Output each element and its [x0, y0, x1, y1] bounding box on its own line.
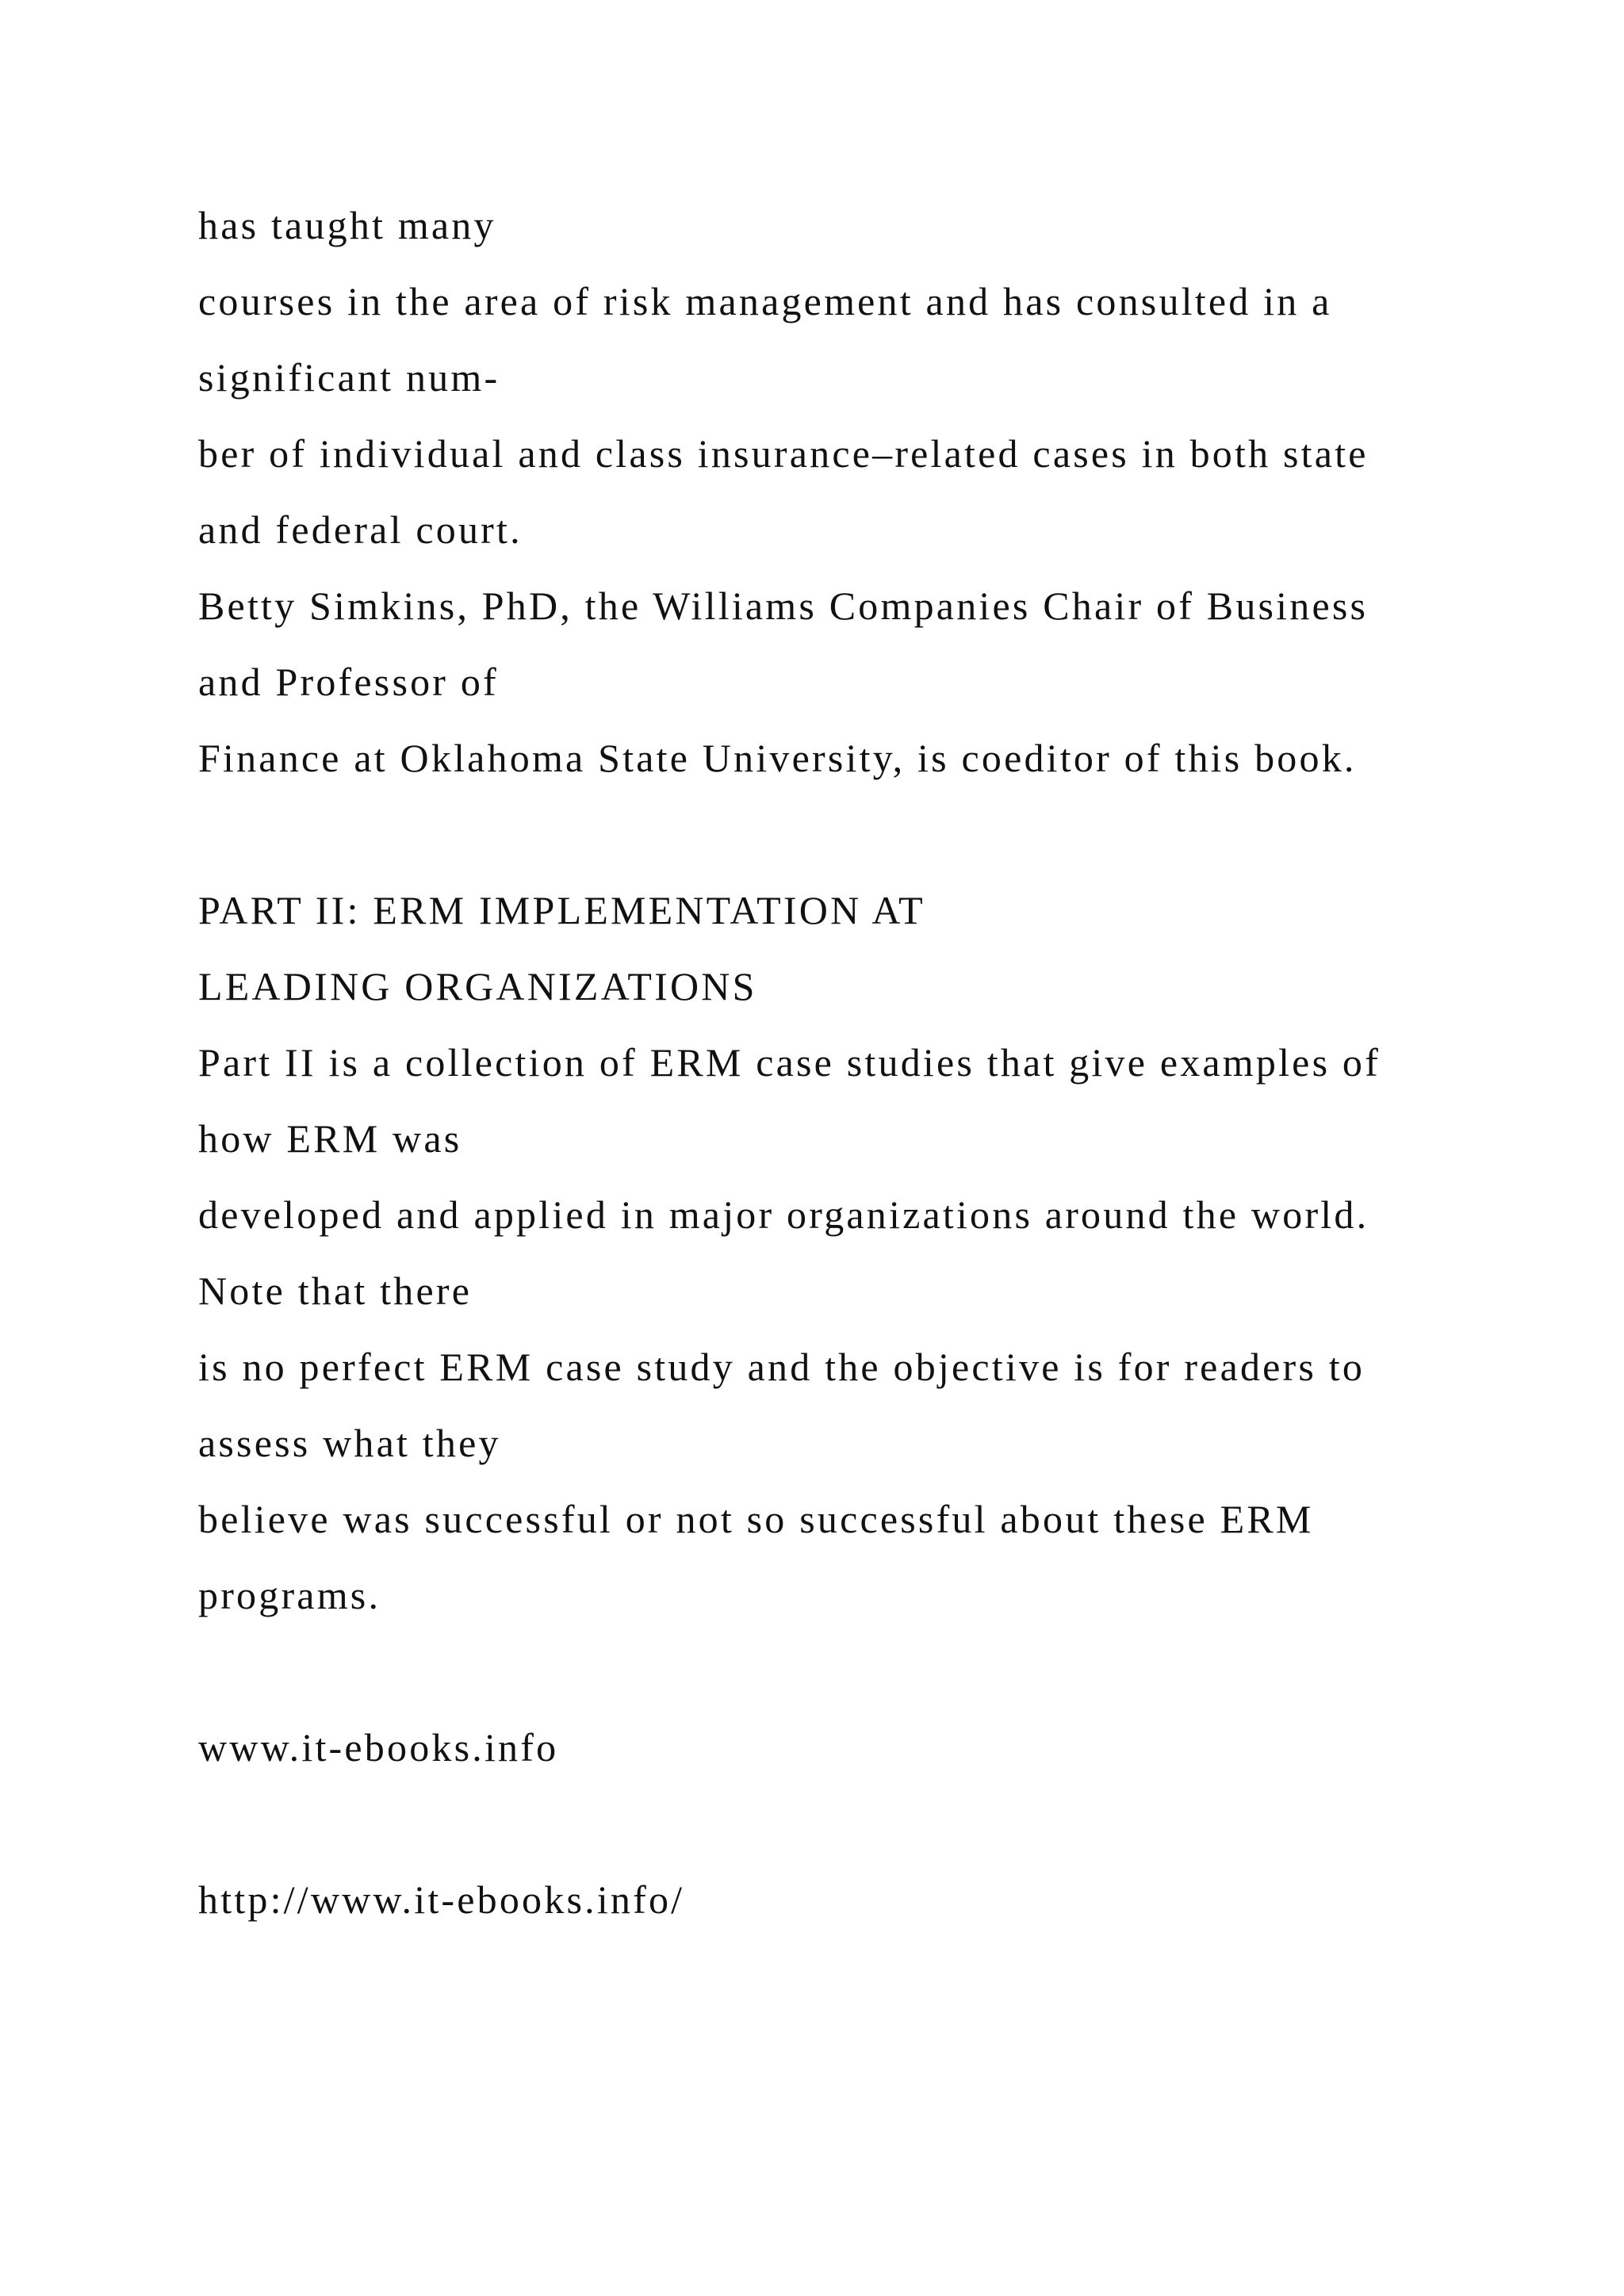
- text-line: and Professor of: [198, 660, 499, 704]
- text-line: Note that there: [198, 1269, 473, 1313]
- paragraph-gap: [198, 796, 1546, 872]
- paragraph-gap: [198, 1785, 1546, 1862]
- text-line: Betty Simkins, PhD, the Williams Companies Chair of Business: [198, 584, 1369, 628]
- text-line: Part II is a collection of ERM case studies that give examples of: [198, 1040, 1381, 1085]
- paragraph-gap: [198, 1633, 1546, 1709]
- text-line: developed and applied in major organizations around the world.: [198, 1192, 1369, 1237]
- text-line: ber of individual and class insurance–related cases in both state: [198, 431, 1369, 476]
- website-text: www.it-ebooks.info: [198, 1725, 559, 1770]
- text-line: significant num-: [198, 355, 500, 400]
- text-line: programs.: [198, 1573, 381, 1617]
- text-line: believe was successful or not so successful about these ERM: [198, 1497, 1314, 1541]
- text-line: how ERM was: [198, 1116, 462, 1161]
- text-line: and federal court.: [198, 507, 523, 552]
- section-heading-line: PART II: ERM IMPLEMENTATION AT: [198, 888, 925, 932]
- section-heading-line: LEADING ORGANIZATIONS: [198, 964, 757, 1008]
- text-line: assess what they: [198, 1421, 501, 1465]
- text-line: courses in the area of risk management and has consulted in a: [198, 279, 1332, 323]
- text-line: Finance at Oklahoma State University, is coeditor of this book.: [198, 736, 1357, 780]
- url-text: http://www.it-ebooks.info/: [198, 1877, 685, 1922]
- text-line: is no perfect ERM case study and the objective is for readers to: [198, 1345, 1365, 1389]
- text-line: has taught many: [198, 203, 496, 247]
- document-body: [198, 187, 1546, 1938]
